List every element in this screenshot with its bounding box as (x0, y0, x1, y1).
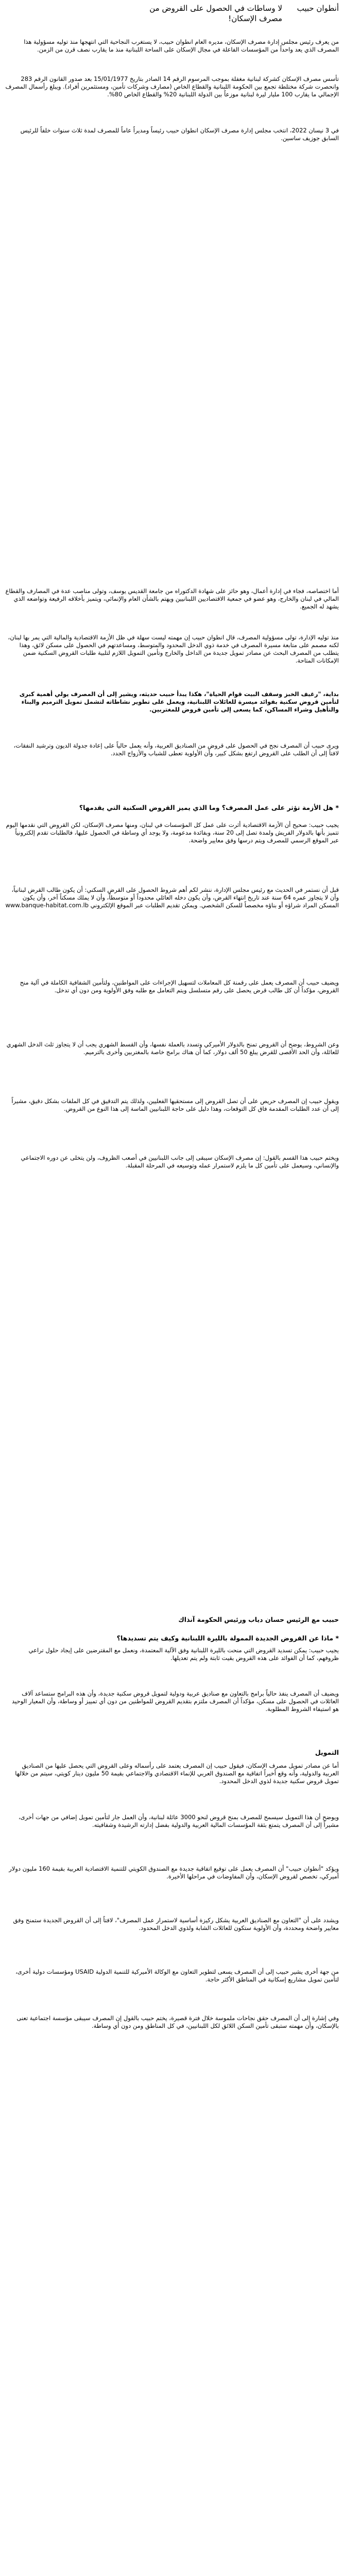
paragraph-conditions: قبل أن نستمر في الحديث مع رئيس مجلس الإدارة، ننشر لكم أهم شروط الحصول على القرض السكني: أن يكون طالب القرض لبنانياً، وأن لا يتجاوز عمره 64 سنة عند تاريخ انتهاء القرض، وأن يكون دخله العائلي محدوداً أو متوسطاً، وأن لا يملك مسكناً آخر، وأن يكون المسكن المراد شراؤه أو بناؤه مخصصاً للسكن الشخصي. ويمكن تقديم الطلبات عبر الموقع الإلكتروني www.banque-habitat.com.lb (5, 886, 339, 909)
paragraph-lira-answer: يجيب حبيب: يمكن تسديد القروض التي منحت بالليرة اللبنانية وفق الآلية المعتمدة، ونعمل مع المقترضين على إيجاد حلول تراعي ظروفهم، كما أن الفوائد على هذه القروض بقيت ثابتة ولم يتم تعديلها. (28, 1647, 339, 1662)
paragraph-background: أما اختصاصه، فجاء في إدارة أعمال، وهو حائز على شهادة الدكتوراه من جامعة القديس يوسف، وتولى مناصب عدة في المصارف والقطاع المالي في لبنان والخارج، وهو عضو في جمعية الاقتصاديين اللبنانيين ويهتم بالشأن العام والإنمائي، ويتميز بأخلاقه الرفيعة وتواضعه الذي يشهد له الجميع. (5, 587, 339, 610)
question-lira-loans: * ماذا عن القروض الجديدة الممولة بالليرة اللبنانية وكيف يتم تسديدها؟ (116, 1634, 339, 1642)
paragraph-programs: ويضيف أن المصرف ينفذ حالياً برامج بالتعاون مع صناديق عربية ودولية لتمويل قروض سكنية جديدة، وأن هذه البرامج ستساعد آلاف العائلات في الحصول على مسكن، مؤكداً أن المصرف ملتزم بتقديم القروض للمواطنين من دون أي تمييز أو وساطة، وأن المعيار الوحيد هو استيفاء الشروط المطلوبة. (12, 1690, 339, 1713)
paragraph-kuwait-fund: ويؤكد "أنطوان حبيب" أن المصرف يعمل على توقيع اتفاقية جديدة مع الصندوق الكويتي للتنمية الاقتصادية العربية بقيمة 160 مليون دولار أميركي، تخصص لقروض الإسكان، وأن المفاوضات في مراحلها الأخيرة. (9, 1865, 339, 1880)
paragraph-founding: تأسس مصرف الإسكان كشركة لبنانية مغفلة بموجب المرسوم الرقم 14 الصادر بتاريخ 15/01/1977 بعد صدور القانون الرقم 283 وانحصرت شركة مختلطة تجمع بين الحكومة اللبنانية والقطاع الخاص (مصارف وشركات تأمين، ومستثمرين أفراد). ويبلغ رأسمال المصرف الإجمالي ما يقارب 100 مليار ليرة لبنانية موزعاً بين الدولة اللبنانية 20% والقطاع الخاص 80%. (5, 75, 339, 98)
paragraph-closing: وفي إشارة إلى أن المصرف حقق نجاحات ملموسة خلال فترة قصيرة، يختم حبيب بالقول إن المصرف سيبقى مؤسسة اجتماعية تعنى بالإسكان، وأن مهمته ستبقى تأمين السكن اللائق لكل اللبنانيين، في كل المناطق ومن دون أي وساطة. (16, 2014, 339, 2029)
paragraph-commitment: ويختم حبيب هذا القسم بالقول: إن مصرف الإسكان سيبقى إلى جانب اللبنانيين في أصعب الظروف، ولن يتخلى عن دوره الاجتماعي والإنساني، وسيعمل على تأمين كل ما يلزم لاستمرار عمله وتوسيعه في المرحلة المقبلة. (21, 1154, 339, 1169)
paragraph-usaid: من جهة أخرى يشير حبيب إلى أن المصرف يسعى لتطوير التعاون مع الوكالة الأميركية للتنمية الدولية USAID ومؤسسات دولية أخرى، لتأمين تمويل مشاريع إسكانية في المناطق الأكثر حاجة. (15, 1968, 339, 1983)
paragraph-arab-funds: ويرى حبيب أن المصرف نجح في الحصول على قروض من الصناديق العربية، وأنه يعمل حالياً على إعادة جدولة الديون وترشيد النفقات، لافتاً إلى أن الطلب على القروض ارتفع بشكل كبير، وأن الأولوية تعطى للشباب والأزواج الجدد. (13, 742, 339, 757)
paragraph-verification: ويقول حبيب إن المصرف حريص على أن تصل القروض إلى مستحقيها الفعليين، ولذلك يتم التدقيق في كل الملفات بشكل دقيق، مشيراً إلى أن عدد الطلبات المقدمة فاق كل التوقعات، وهذا دليل على حاجة اللبنانيين الماسة إلى هذا النوع من القروض. (11, 1097, 339, 1112)
paragraph-crisis-answer: يجيب حبيب: صحيح أن الأزمة الاقتصادية أثرت على عمل كل المؤسسات في لبنان، ومنها مصرف الإسكان، لكن القروض التي نقدمها اليوم تتميز بأنها بالدولار الفريش ولمدة تصل إلى 20 سنة، وبفائدة مدعومة، ولا يوجد أي وساطة في الحصول عليها، فالطلبات تقدم إلكترونياً عبر الموقع الرسمي للمصرف ويتم درسها وفق معايير واضحة. (6, 821, 339, 844)
author-name: أنطوان حبيب (297, 4, 339, 13)
paragraph-arab-cooperation: ويشدد على أن "التعاون مع الصناديق العربية يشكل ركيزة أساسية لاستمرار عمل المصرف"، لافتاً إلى أن القروض الجديدة ستمنح وفق معايير واضحة ومحددة، وأن الأولوية ستكون للعائلات الشابة ولذوي الدخل المحدود. (13, 1917, 339, 1931)
photo-caption-heading: حبيب مع الرئيس حسان دياب ورئيس الحكومة آنذاك (178, 1616, 339, 1623)
paragraph-bread-roof: بداية، "رغيف الخبز وسقف البيت قوام الحياة"، هكذا يبدأ حبيب حديثه، ويشير إلى أن المصرف يولي أهمية كبرى لتأمين قروض سكنية بفوائد ميسرة للعائلات اللبنانية، ويعمل على تطوير نشاطاته لتشمل تمويل الترميم والبناء والتأهيل وشراء المساكن، كما يسعى إلى تأمين قروض للمغتربين. (19, 690, 339, 713)
paragraph-intro: من يعرف رئيس مجلس إدارة مصرف الإسكان، مديره العام انطوان حبيب، لا يستغرب النجاحية التي انتهجها منذ توليه مسؤولية هذا المصرف الذي يعد واحداً من المؤسسات الفاعلة في مجال الإسكان على الساحة اللبنانية منذ ما يقارب نصف قرن من الزمن. (24, 38, 339, 53)
paragraph-funding-sources: أما عن مصادر تمويل مصرف الإسكان، فيقول حبيب إن المصرف يعتمد على رأسماله وعلى القروض التي يحصل عليها من الصناديق العربية والدولية، وأنه وقع أخيراً اتفاقية مع الصندوق العربي للإنماء الاقتصادي والاجتماعي بقيمة 50 مليون دينار كويتي، سيتم من خلالها تمويل قروض سكنية جديدة لذوي الدخل المحدود. (15, 1762, 339, 1785)
paragraph-funding-impact: ويوضح أن هذا التمويل سيسمح للمصرف بمنح قروض لنحو 3000 عائلة لبنانية، وأن العمل جار لتأمين تمويل إضافي من جهات أخرى، مشيراً إلى أن المصرف يتمتع بثقة المؤسسات المالية العربية والدولية بفضل إدارته الرشيدة وشفافيته. (18, 1814, 339, 1828)
paragraph-election: في 3 نيسان 2022، انتخب مجلس إدارة مصرف الإسكان انطوان حبيب رئيساً ومديراً عاماً للمصرف لمدة ثلاث سنوات خلفاً للرئيس السابق جوزيف ساسين. (20, 127, 339, 142)
paragraph-mission: منذ توليه الإدارة، تولى مسؤولية المصرف، قال انطوان حبيب إن مهمته ليست سهلة في ظل الأزمة الاقتصادية والمالية التي يمر بها لبنان، لكنه مصمم على متابعة مسيرة المصرف في خدمة ذوي الدخل المحدود والمتوسط، ومساعدتهم في الحصول على مسكن لائق، وهذا يتطلب من المصرف البحث عن مصادر تمويل جديدة من الداخل والخارج وتأمين التمويل اللازم لتلبية طلبات القروض السكنية ضمن الإمكانات المتاحة. (8, 634, 339, 664)
article-title: لا وساطات في الحصول على القروض من مصرف الإسكان! (149, 4, 282, 23)
section-heading-funding: التمويل (315, 1749, 339, 1756)
article-header (5, 3, 339, 24)
question-crisis: * هل الأزمة تؤثر على عمل المصرف؟ وما الذي يميز القروض السكنية التي يقدمها؟ (79, 804, 339, 811)
paragraph-terms: وعن الشروط، يوضح أن القروض تمنح بالدولار الأميركي وتسدد بالعملة نفسها، وأن القسط الشهري يجب أن لا يتجاوز ثلث الدخل الشهري للعائلة، وأن الحد الأقصى للقرض يبلغ 50 ألف دولار، كما أن هناك برامج خاصة بالمغتربين وأخرى بالترميم. (6, 1041, 339, 1056)
paragraph-digitization: ويضيف حبيب أن المصرف يعمل على رقمنة كل المعاملات لتسهيل الإجراءات على المواطنين، ولتأمين الشفافية الكاملة في آلية منح القروض، مؤكداً أن كل طالب قرض يحصل على رقم متسلسل ويتم التعامل مع طلبه وفق الأولوية ومن دون أي تدخل. (20, 979, 339, 994)
